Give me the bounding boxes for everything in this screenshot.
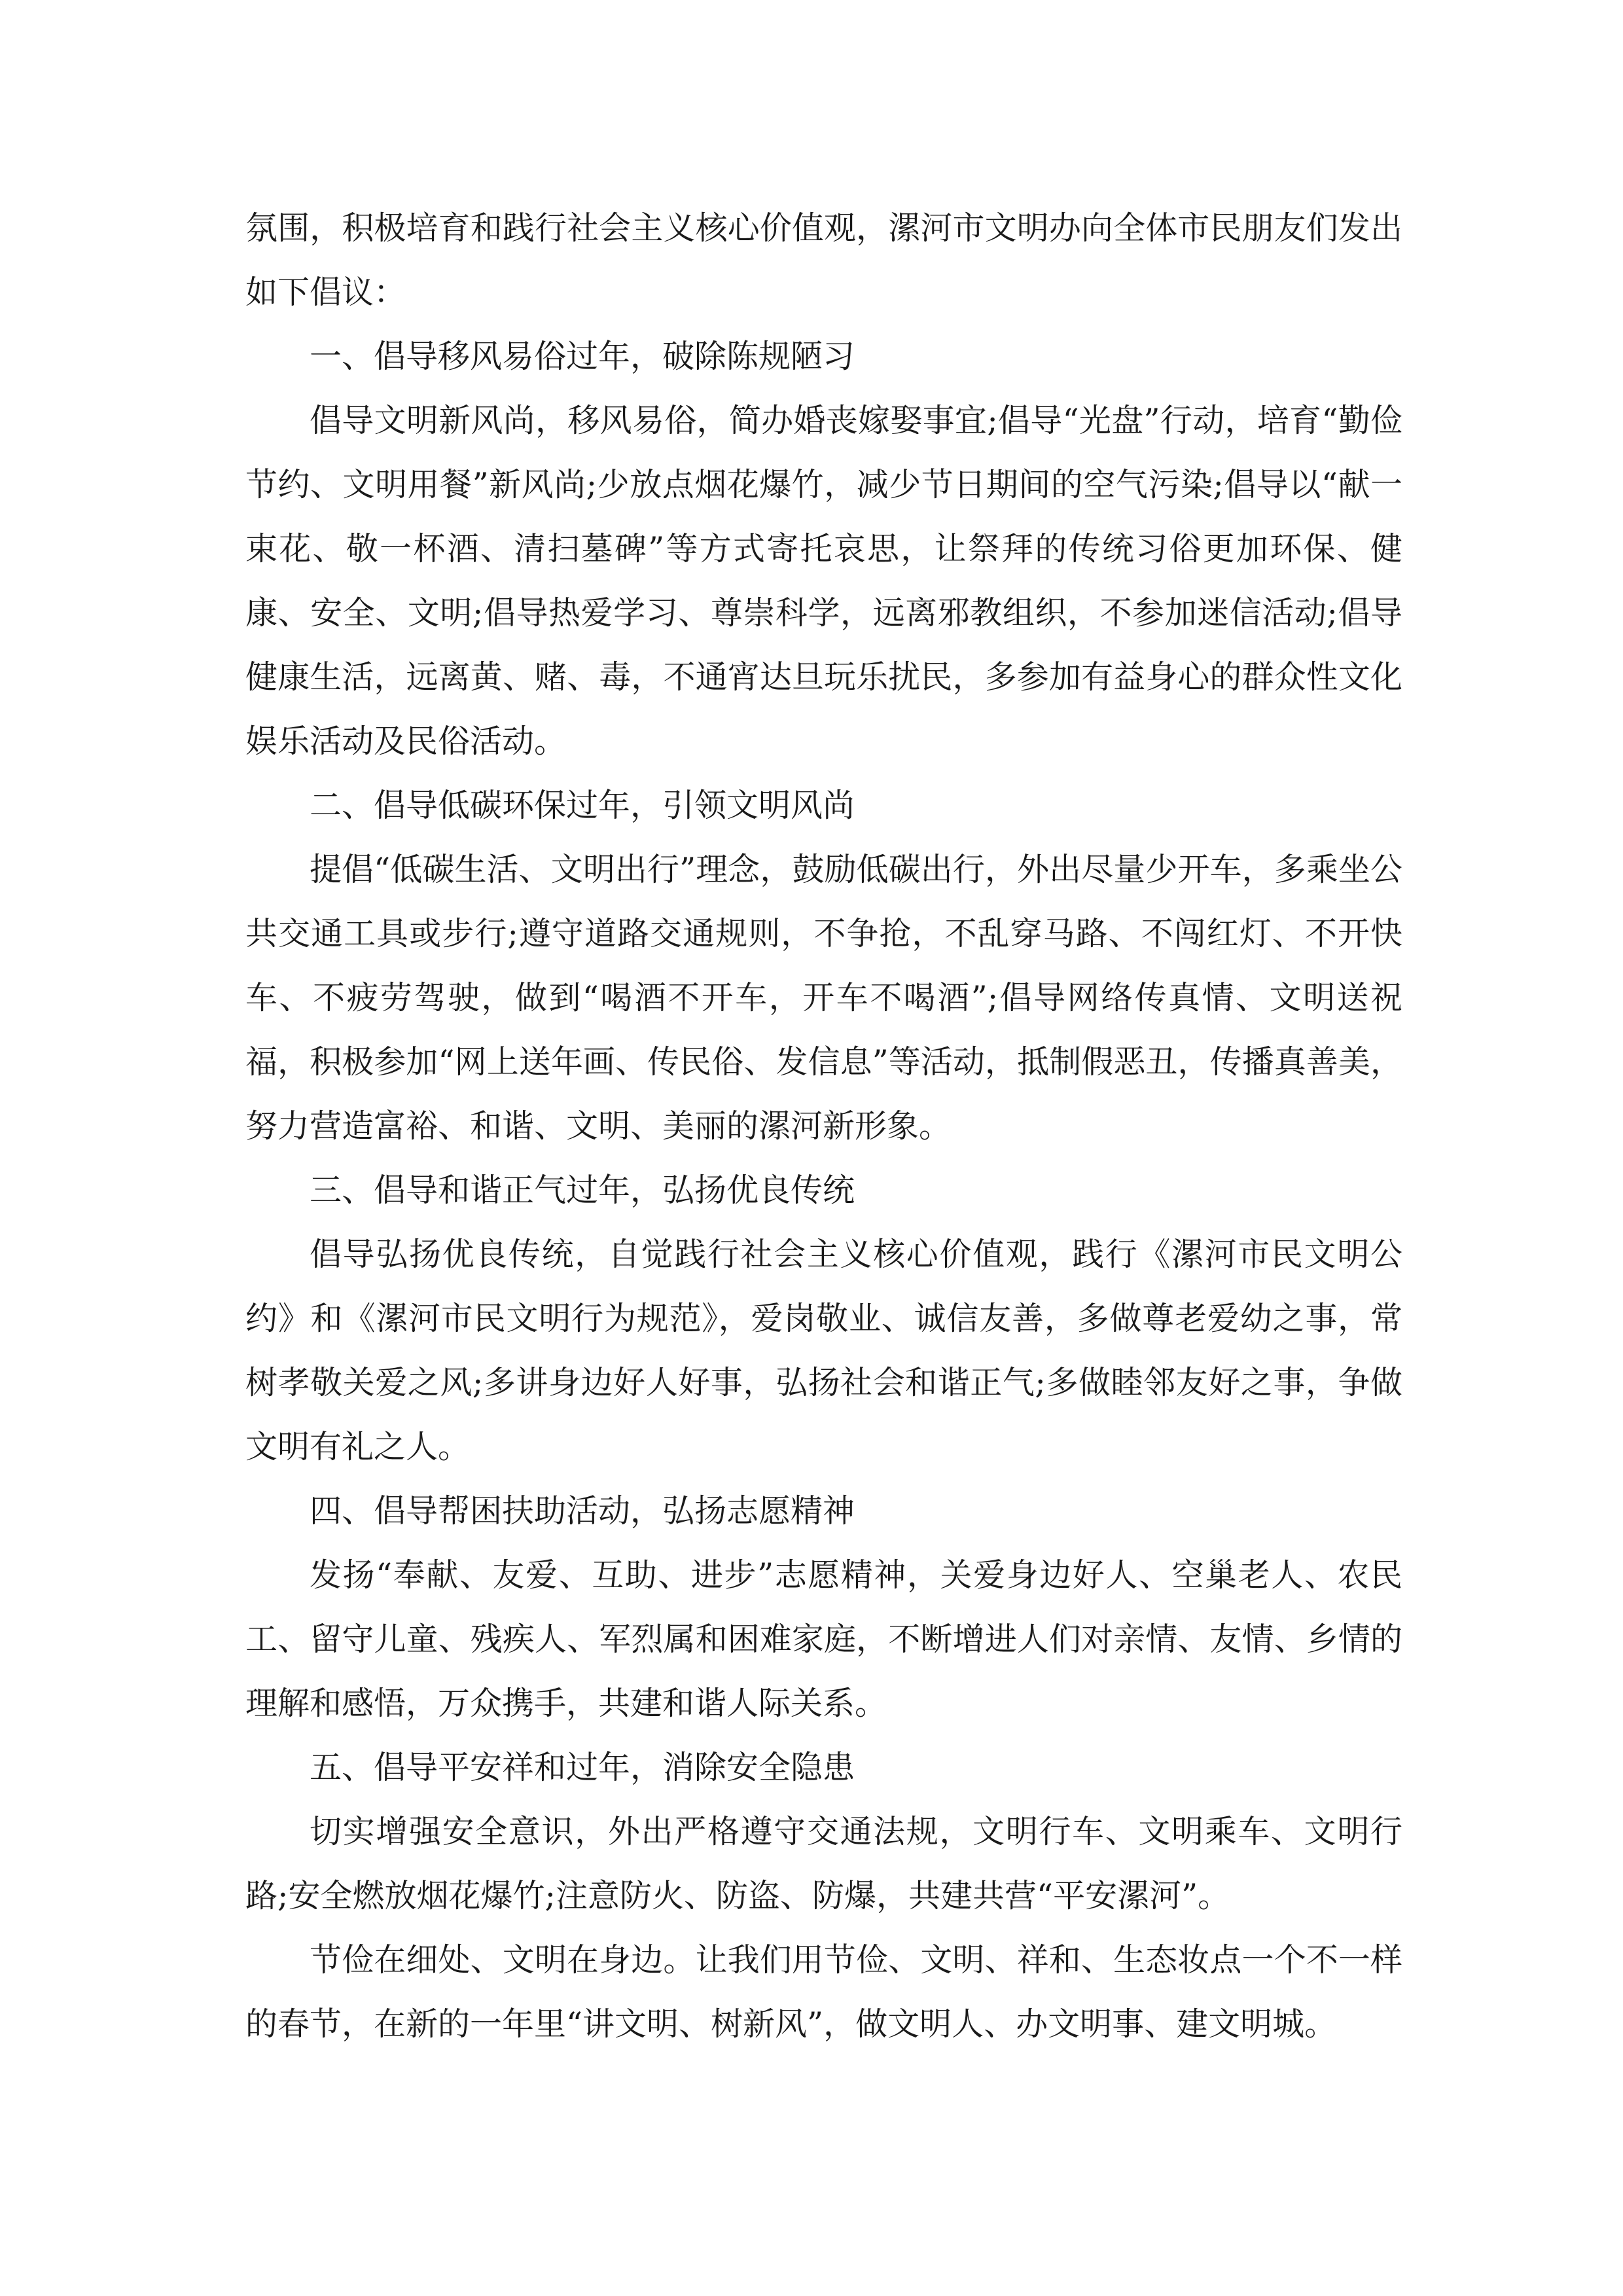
document-body [245,196,1402,2056]
paragraph-section-5: 切实增强安全意识，外出严格遵守交通法规，文明行车、文明乘车、文明行路;安全燃放烟花爆竹;注意防火、防盗、防爆，共建共营“平安漯河”。 [245,1813,1402,1914]
section-heading-5: 五、倡导平安祥和过年，消除安全隐患 [310,1749,855,1786]
paragraph-section-1: 倡导文明新风尚，移风易俗，简办婚丧嫁娶事宜;倡导“光盘”行动，培育“勤俭节约、文明用餐”新风尚;少放点烟花爆竹，减少节日期间的空气污染;倡导以“献一束花、敬一杯酒、清扫墓碑”等方式寄托哀思，让祭拜的传统习俗更加环保、健康、安全、文明;倡导热爱学习、尊崇科学，远离邪教组织，不参加迷信活动;倡导健康生活，远离黄、赌、毒，不通宵达旦玩乐扰民，多参加有益身心的群众性文化娱乐活动及民俗活动。 [245,402,1402,760]
paragraph-section-3: 倡导弘扬优良传统，自觉践行社会主义核心价值观，践行《漯河市民文明公约》和《漯河市民文明行为规范》，爱岗敬业、诚信友善，多做尊老爱幼之事，常树孝敬关爱之风;多讲身边好人好事，弘扬社会和谐正气;多做睦邻友好之事，争做文明有礼之人。 [245,1236,1402,1465]
section-heading-4: 四、倡导帮困扶助活动，弘扬志愿精神 [310,1492,855,1530]
section-heading-1: 一、倡导移风易俗过年，破除陈规陋习 [310,338,855,375]
paragraph-closing: 节俭在细处、文明在身边。让我们用节俭、文明、祥和、生态妆点一个不一样的春节，在新的一年里“讲文明、树新风”，做文明人、办文明事、建文明城。 [245,1941,1402,2043]
paragraph-section-4: 发扬“奉献、友爱、互助、进步”志愿精神，关爱身边好人、空巢老人、农民工、留守儿童、残疾人、军烈属和困难家庭，不断增进人们对亲情、友情、乡情的理解和感悟，万众携手，共建和谐人际关系。 [245,1556,1402,1722]
section-heading-3: 三、倡导和谐正气过年，弘扬优良传统 [310,1172,855,1209]
section-heading-2: 二、倡导低碳环保过年，引领文明风尚 [310,787,855,824]
paragraph-section-2: 提倡“低碳生活、文明出行”理念，鼓励低碳出行，外出尽量少开车，多乘坐公共交通工具或步行;遵守道路交通规则，不争抢，不乱穿马路、不闯红灯、不开快车、不疲劳驾驶，做到“喝酒不开车，开车不喝酒”;倡导网络传真情、文明送祝福，积极参加“网上送年画、传民俗、发信息”等活动，抵制假恶丑，传播真善美，努力营造富裕、和谐、文明、美丽的漯河新形象。 [245,851,1402,1145]
paragraph-intro: 氛围，积极培育和践行社会主义核心价值观，漯河市文明办向全体市民朋友们发出如下倡议： [245,209,1402,311]
